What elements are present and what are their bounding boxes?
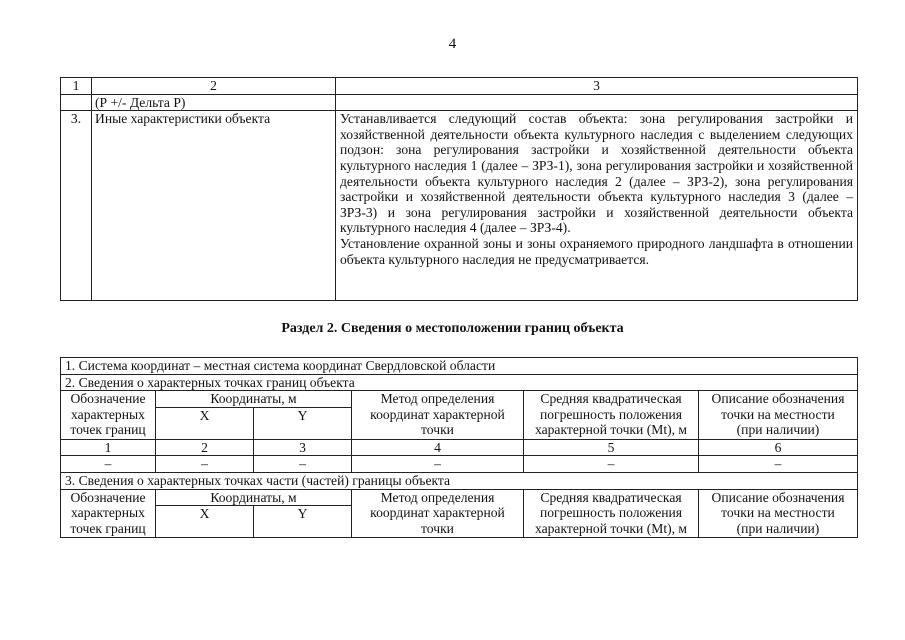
row-description bbox=[336, 111, 858, 301]
error-header bbox=[524, 391, 699, 440]
table-header-row bbox=[61, 78, 858, 95]
header-line: Метод определения bbox=[380, 489, 495, 505]
table-row bbox=[61, 456, 858, 473]
header-col-3: 3 bbox=[336, 78, 858, 95]
page-number: 4 bbox=[448, 36, 457, 52]
header-line: координат характерной bbox=[370, 505, 505, 521]
empty-value: – bbox=[254, 456, 352, 473]
header-line: Средняя квадратическая bbox=[540, 391, 682, 407]
header-line: Обозначение bbox=[70, 391, 146, 407]
header-line: точки bbox=[421, 422, 454, 438]
x-header: X bbox=[156, 506, 254, 538]
header-line: характерных bbox=[71, 505, 145, 521]
y-header: Y bbox=[254, 407, 352, 439]
object-characteristics-table bbox=[60, 77, 858, 301]
continued-value bbox=[336, 94, 858, 111]
header-line: (при наличии) bbox=[736, 520, 820, 536]
header-line: Описание обозначения bbox=[711, 489, 845, 505]
header-line: Описание обозначения bbox=[711, 391, 845, 407]
header-col-1: 1 bbox=[61, 78, 92, 95]
header-line: характерной точки (Mt), м bbox=[534, 520, 688, 536]
description-header bbox=[699, 391, 858, 440]
empty-value: – bbox=[699, 456, 858, 473]
table-row bbox=[61, 94, 858, 111]
header-line: точки bbox=[421, 520, 454, 536]
header-line: Метод определения bbox=[380, 391, 495, 407]
y-header: Y bbox=[254, 506, 352, 538]
designation-header bbox=[61, 489, 156, 538]
row-name: Иные характеристики объекта bbox=[92, 111, 336, 301]
section-title: Раздел 2. Сведения о местоположении границ объекта bbox=[281, 321, 624, 336]
column-number: 1 bbox=[61, 439, 156, 456]
row-number: 3. bbox=[61, 111, 92, 301]
column-number: 2 bbox=[156, 439, 254, 456]
header-line: характерной точки (Mt), м bbox=[534, 422, 688, 438]
coordinates-header: Координаты, м bbox=[156, 489, 352, 506]
header-line: (при наличии) bbox=[736, 422, 820, 438]
empty-value: – bbox=[156, 456, 254, 473]
header-col-2: 2 bbox=[92, 78, 336, 95]
column-number: 4 bbox=[352, 439, 524, 456]
description-header bbox=[699, 489, 858, 538]
continued-cell: (Р +/- Дельта Р) bbox=[92, 94, 336, 111]
coordinates-header: Координаты, м bbox=[156, 391, 352, 408]
part-points-section-row: 3. Сведения о характерных точках части (частей) границы объекта bbox=[61, 472, 858, 489]
table-row bbox=[61, 374, 858, 391]
header-line: Средняя квадратическая bbox=[540, 489, 682, 505]
description-paragraph-2: Установление охранной зоны и зоны охраняемого природного ландшафта в отношении объекта культурного наследия не предусматривается. bbox=[340, 235, 853, 267]
table-header-row bbox=[61, 391, 858, 408]
x-header: X bbox=[156, 407, 254, 439]
empty-value: – bbox=[524, 456, 699, 473]
column-number: 6 bbox=[699, 439, 858, 456]
points-section-row: 2. Сведения о характерных точках границ объекта bbox=[61, 374, 858, 391]
header-line: точек границ bbox=[70, 520, 146, 536]
header-line: характерных bbox=[71, 406, 145, 422]
column-number: 5 bbox=[524, 439, 699, 456]
coordinate-system-row: 1. Система координат – местная система координат Свердловской области bbox=[61, 358, 858, 375]
row-number-empty bbox=[61, 94, 92, 111]
header-line: Обозначение bbox=[70, 489, 146, 505]
header-line: точки на местности bbox=[721, 406, 835, 422]
designation-header bbox=[61, 391, 156, 440]
column-number: 3 bbox=[254, 439, 352, 456]
header-line: точек границ bbox=[70, 422, 146, 438]
header-line: погрешность положения bbox=[539, 406, 683, 422]
method-header bbox=[352, 489, 524, 538]
header-line: точки на местности bbox=[721, 505, 835, 521]
empty-value: – bbox=[61, 456, 156, 473]
column-numbers-row bbox=[61, 439, 858, 456]
table-row bbox=[61, 111, 858, 301]
header-line: погрешность положения bbox=[539, 505, 683, 521]
table-header-row bbox=[61, 489, 858, 506]
table-row bbox=[61, 358, 858, 375]
error-header bbox=[524, 489, 699, 538]
description-paragraph-1: Устанавливается следующий состав объекта: зона регулирования застройки и хозяйственной деятельности объекта культурного наследия с выделением следующих подзон: зона регулирования застройки и хозяйственной деятельности объекта культурного наследия 1 (далее – ЗРЗ-1), зона регулирования застройки и хозяйственной деятельности объекта культурного наследия 2 (далее – ЗРЗ-2), зона регулирования застройки и хозяйственной деятельности объекта культурного наследия 3 (далее – ЗРЗ-3) и зона регулирования застройки и хозяйственной деятельности объекта культурного наследия 4 (далее – ЗРЗ-4). bbox=[340, 111, 853, 236]
method-header bbox=[352, 391, 524, 440]
table-row bbox=[61, 472, 858, 489]
header-line: координат характерной bbox=[370, 406, 505, 422]
empty-value: – bbox=[352, 456, 524, 473]
boundary-points-table bbox=[60, 357, 858, 538]
